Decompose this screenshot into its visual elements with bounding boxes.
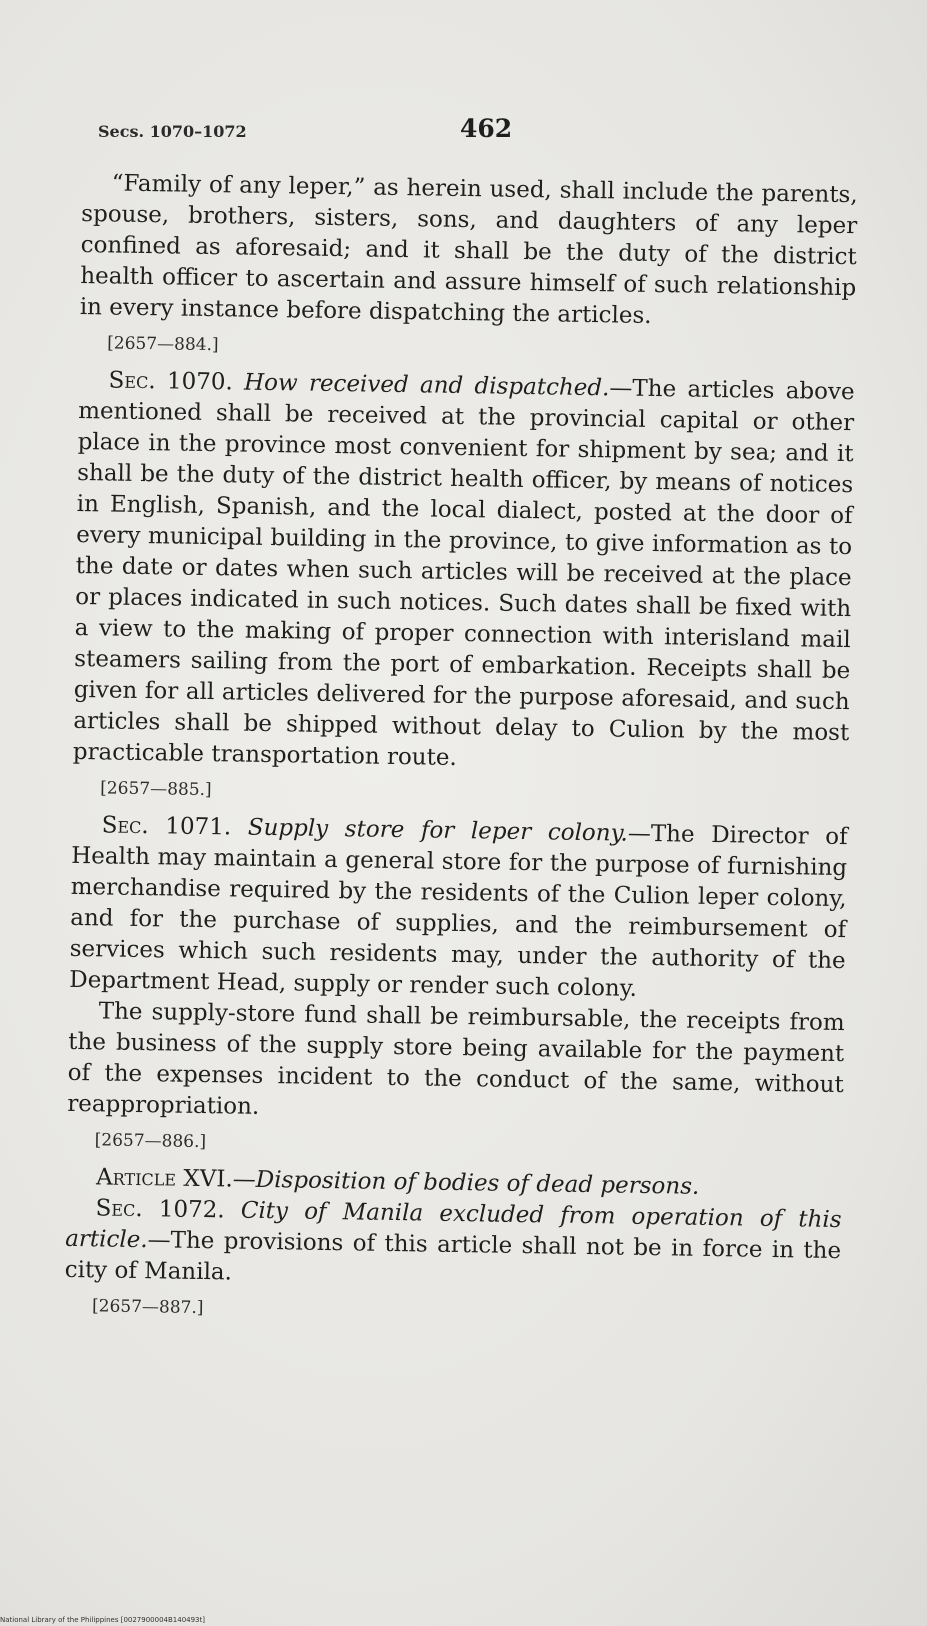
reference-886: [2657—886.]	[94, 1130, 207, 1153]
body-text	[64, 168, 858, 1340]
running-head: Secs. 1070–1072	[98, 122, 247, 141]
section-body: —The provisions of this article shall not be in force in the city of Manila.	[64, 1227, 842, 1286]
section-1070	[73, 365, 855, 780]
section-label: Sec. 1071.	[101, 812, 232, 841]
page-header	[98, 114, 858, 158]
section-label: Sec. 1070.	[108, 367, 233, 396]
section-label: Sec. 1072.	[95, 1195, 225, 1224]
scan-footer: National Library of the Philippines [0027900004B140493t]	[0, 1616, 205, 1624]
reference-884: [2657—884.]	[107, 333, 219, 356]
section-title: City of Manila excluded from operation of this article.	[64, 1197, 842, 1254]
section-title: Supply store for leper colony.	[247, 814, 629, 847]
section-1072	[64, 1193, 841, 1298]
reference-887: [2657—887.]	[91, 1296, 204, 1319]
section-body: —The Director of Health may maintain a general store for the purpose of furnishing merchandise required by the residents of the Culion leper colony, and for the purchase of supplies, and the reimbursement of services which such residents may, under the authority of the Department Head, supply or render such colony.	[69, 820, 848, 1002]
paragraph-supply-store-fund: The supply-store fund shall be reimbursable, the receipts from the business of the supply store being available for the payment of the expenses incident to the conduct of the same, without reappropriation.	[67, 998, 845, 1120]
reference-885: [2657—885.]	[100, 778, 212, 801]
article-label: Article XVI.	[95, 1164, 233, 1193]
section-title: How received and dispatched.	[243, 369, 610, 402]
paragraph-family-definition: “Family of any leper,” as herein used, shall include the parents, spouse, brothers, sisters, sons, and daughters of any leper confined as aforesaid; and it shall be the duty of the district health officer to ascertain and assure himself of such relationship in every instance before dispatching the articles.	[79, 170, 858, 329]
page-number: 462	[460, 114, 513, 143]
article-title: —Disposition of bodies of dead persons.	[232, 1166, 700, 1200]
section-1071	[69, 810, 848, 1008]
section-body: —The articles above mentioned shall be received at the provincial capital or other place in the province most convenient for shipment by sea; and it shall be the duty of the district health officer, by means of notices in English, Spanish, and the local dialect, posted at the door of every municipal building in the province, to give information as to the date or dates when such articles will be received at the place or places indicated in such notices. Such dates shall be fixed with a view to the making of proper connection with interisland mail steamers sailing from the port of embarkation. Receipts shall be given for all articles delivered for the purpose aforesaid, and such articles shall be shipped without delay to Culion by the most practicable transportation route.	[72, 375, 855, 771]
